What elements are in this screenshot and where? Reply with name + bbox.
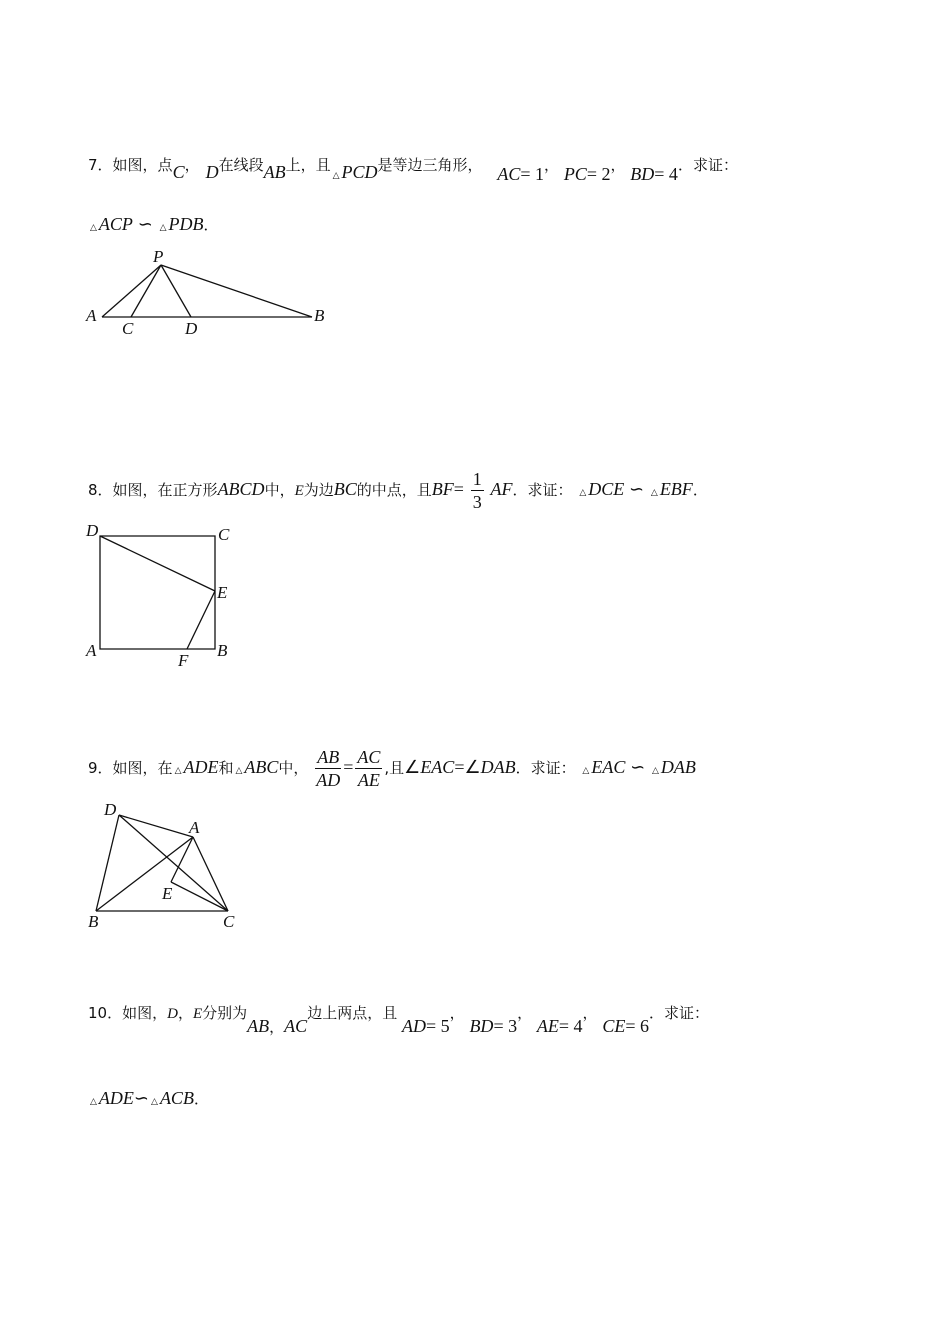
q9-label-b: B	[88, 912, 99, 931]
q9-fraction-2: $\frac{AC}{AE}$	[357, 747, 381, 790]
q7-label-a: A	[86, 306, 97, 325]
q8-fraction: $\frac{1}{3}$	[472, 469, 482, 512]
q8-label-b: B	[217, 641, 228, 660]
q10-number: 10．	[88, 1004, 123, 1022]
q7-line2: △ ACP ∽ △ PDB．	[90, 214, 219, 234]
q8-line: 8．如图，在正方形ABCD中，E为边BC的中点，且BF= $\frac{1}{3}$ AF．求证： △ DCE ∽ △ EBF．	[88, 469, 708, 512]
q9-number: 9．	[88, 759, 113, 777]
q9-label-e: E	[162, 884, 173, 903]
q9-label-c: C	[223, 912, 235, 931]
q7-label-p: P	[153, 247, 164, 266]
q8-label-a: A	[86, 641, 97, 660]
q7-number: 7．	[88, 156, 113, 174]
q9-label-d: D	[104, 800, 117, 819]
q8-label-c: C	[218, 525, 230, 544]
q8-label-d: D	[86, 521, 99, 540]
q8-label-f: F	[178, 651, 189, 670]
q9-fraction-1: $\frac{AB}{AD}$	[316, 747, 341, 790]
q10-line2: △ ADE∽ △ ACB．	[90, 1088, 209, 1108]
q7-label-c: C	[122, 319, 134, 338]
q8-number: 8．	[88, 481, 113, 499]
q10-line1: 10．如图，D，E分别为AB，AC边上两点，且 AD= 5， BD= 3， AE= 4， CE= 6．求证：	[88, 1004, 710, 1036]
q9-line: 9．如图，在 △ ADE和 △ ABC中， $\frac{AB}{AD}$ = $\frac{AC}{AE}$ ,且∠EAC=∠DAB．求证： △ EAC ∽ △ DAB	[88, 747, 696, 790]
q7-label-d: D	[185, 319, 198, 338]
q7-label-b: B	[314, 306, 325, 325]
q7-line1: 7．如图，点C， D在线段AB上，且△ PCD是等边三角形， AC= 1， PC= 2， BD= 4．求证：	[88, 156, 738, 184]
q8-label-e: E	[217, 583, 228, 602]
q9-label-a: A	[189, 818, 200, 837]
